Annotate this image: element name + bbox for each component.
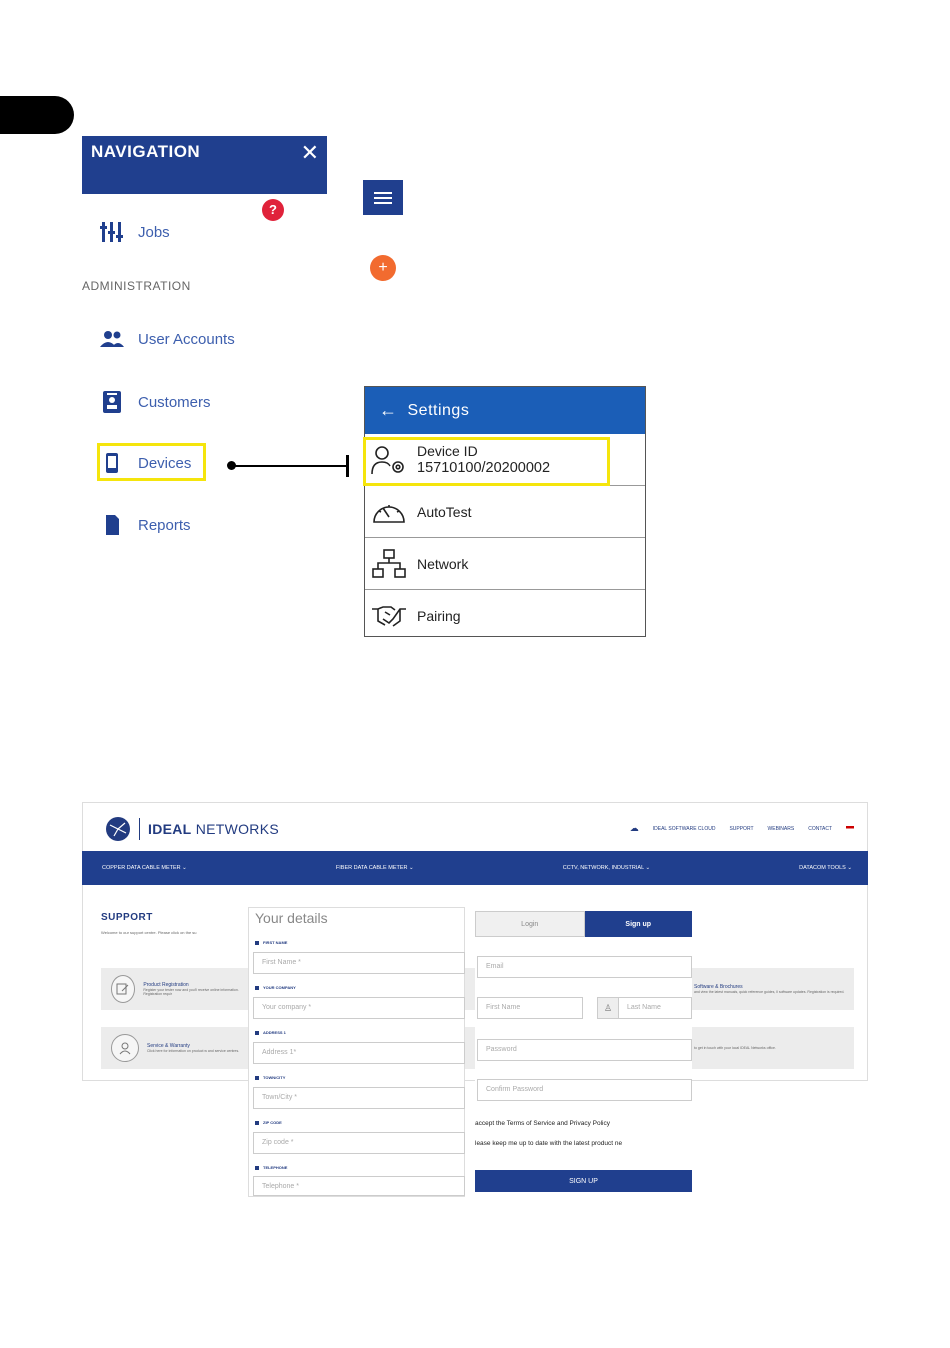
users-icon [100, 329, 124, 349]
page-tab-marker [0, 96, 74, 134]
card-software-brochures[interactable] [692, 968, 854, 1010]
sidebar-item-label: Customers [138, 393, 211, 411]
logo-divider [139, 818, 140, 840]
support-title: SUPPORT [101, 912, 153, 923]
add-button[interactable]: + [370, 255, 396, 281]
zip-input[interactable]: Zip code * [253, 1132, 465, 1154]
terms-checkbox-label[interactable]: accept the Terms of Service and Privacy Policy [475, 1120, 610, 1127]
settings-panel [364, 386, 646, 637]
site-main-nav [82, 851, 868, 885]
navigation-header [82, 136, 327, 194]
nav-datacom[interactable]: DATACOM TOOLS ⌄ [799, 865, 852, 871]
signup-form [475, 911, 692, 1196]
brand-name-bold: IDEAL [148, 821, 192, 837]
customers-icon [100, 390, 124, 414]
top-link-webinars[interactable]: WEBINARS [767, 825, 795, 832]
handshake-icon [371, 601, 407, 631]
card-text [694, 984, 844, 994]
tab-signup[interactable]: Sign up [585, 911, 693, 937]
settings-row-label: AutoTest [417, 503, 472, 520]
first-name-input[interactable]: First Name * [253, 952, 465, 974]
telephone-input[interactable]: Telephone * [253, 1176, 465, 1196]
updates-checkbox-label[interactable]: lease keep me up to date with the latest product ne [475, 1140, 623, 1147]
signup-tabs [475, 911, 692, 937]
card-contact-office[interactable] [692, 1027, 854, 1069]
sidebar-item-customers[interactable] [100, 390, 211, 414]
service-icon [111, 1034, 139, 1062]
brand-name-rest: NETWORKS [191, 821, 279, 837]
gauge-icon [371, 497, 407, 527]
card-title: Product Registration [143, 982, 189, 988]
settings-row-label: Network [417, 555, 469, 572]
card-desc: to get in touch with your local IDEAL Networks office. [694, 1046, 776, 1050]
sidebar-item-label: User Accounts [138, 330, 235, 348]
card-desc: Register your tester now and you'll receive online information. Registration requir [143, 988, 239, 996]
connector-end [346, 455, 349, 477]
field-label-first-name [255, 940, 287, 945]
top-link-contact[interactable]: CONTACT [808, 825, 832, 832]
details-form [248, 907, 465, 1197]
top-link-support[interactable]: SUPPORT [729, 825, 754, 832]
menu-button[interactable] [363, 180, 403, 215]
sign-up-button[interactable]: SIGN UP [475, 1170, 692, 1192]
card-desc: and view the latest manuals, quick reference guides, ll software updates. Registration is required. [694, 990, 845, 994]
field-label-address [255, 1030, 286, 1035]
sidebar-item-reports[interactable] [100, 514, 191, 536]
field-label-town [255, 1075, 285, 1080]
card-fragment [465, 968, 475, 1010]
settings-row-pairing[interactable] [365, 590, 645, 641]
confirm-password-input[interactable]: Confirm Password [477, 1079, 692, 1101]
top-links [630, 823, 854, 834]
administration-label: ADMINISTRATION [82, 279, 191, 293]
label-text: YOUR COMPANY [263, 985, 296, 990]
label-text: ZIP CODE [263, 1120, 282, 1125]
jobs-icon [100, 221, 124, 243]
user-icon: ♙ [597, 997, 619, 1019]
first-name-signup-input[interactable]: First Name [477, 997, 583, 1019]
help-icon[interactable]: ? [262, 199, 284, 221]
password-input[interactable]: Password [477, 1039, 692, 1061]
reports-icon [100, 514, 124, 536]
sidebar-item-user-accounts[interactable] [100, 329, 235, 349]
sidebar-item-jobs[interactable] [100, 221, 170, 243]
connector-line [230, 465, 348, 467]
field-label-zip [255, 1120, 282, 1125]
card-title: Software & Brochures [694, 984, 743, 990]
device-id-value: 15710100/20200002 [417, 459, 551, 476]
last-name-input[interactable]: Last Name [618, 997, 692, 1019]
tab-login[interactable]: Login [475, 911, 585, 937]
company-input[interactable]: Your company * [253, 997, 465, 1019]
label-text: TOWN/CITY [263, 1075, 286, 1080]
settings-title: Settings [407, 401, 470, 419]
email-input[interactable]: Email [477, 956, 692, 978]
label-text: TELEPHONE [263, 1165, 288, 1170]
label-text: FIRST NAME [263, 940, 288, 945]
brand-name [148, 821, 279, 837]
registration-icon [111, 975, 135, 1003]
card-title: Service & Warranty [147, 1043, 190, 1049]
settings-header [365, 387, 645, 434]
card-fragment [465, 1027, 475, 1069]
details-title: Your details [255, 910, 328, 926]
cloud-icon: ☁ [629, 823, 639, 833]
back-arrow-icon[interactable]: ← [379, 400, 398, 420]
brand-logo[interactable] [105, 816, 279, 842]
address-input[interactable]: Address 1* [253, 1042, 465, 1064]
sidebar-item-label: Reports [138, 516, 191, 534]
close-icon[interactable]: ✕ [300, 140, 319, 165]
label-text: ADDRESS 1 [263, 1030, 286, 1035]
settings-row-label: Pairing [417, 607, 461, 624]
sidebar-item-label: Jobs [138, 223, 170, 241]
hamburger-icon [374, 191, 392, 205]
top-link-cloud[interactable]: IDEAL SOFTWARE CLOUD [652, 825, 716, 832]
settings-row-network[interactable] [365, 538, 645, 590]
card-desc: Click here for information on product w and service centres. [147, 1049, 240, 1053]
network-icon [371, 549, 407, 579]
device-id-highlight [363, 437, 610, 486]
card-service-warranty[interactable] [101, 1027, 251, 1069]
flag-icon[interactable] [846, 826, 854, 831]
town-input[interactable]: Town/City * [253, 1087, 465, 1109]
sidebar-item-label: Devices [138, 454, 192, 472]
nav-cctv[interactable]: CCTV, NETWORK, INDUSTRIAL ⌄ [562, 865, 651, 871]
field-label-telephone [255, 1165, 287, 1170]
device-id-label: Device ID [417, 442, 478, 459]
field-label-company [255, 985, 296, 990]
devices-highlight [97, 443, 206, 481]
nav-copper[interactable]: COPPER DATA CABLE METER ⌄ [102, 865, 187, 871]
navigation-title: NAVIGATION [91, 142, 201, 161]
card-product-registration[interactable] [101, 968, 251, 1010]
support-subtitle: Welcome to our support centre. Please click on the su [101, 930, 197, 935]
card-text [147, 1043, 239, 1053]
settings-row-autotest[interactable] [365, 486, 645, 538]
card-text [143, 982, 251, 996]
globe-logo-icon [105, 816, 131, 842]
nav-fiber[interactable]: FIBER DATA CABLE METER ⌄ [335, 865, 414, 871]
